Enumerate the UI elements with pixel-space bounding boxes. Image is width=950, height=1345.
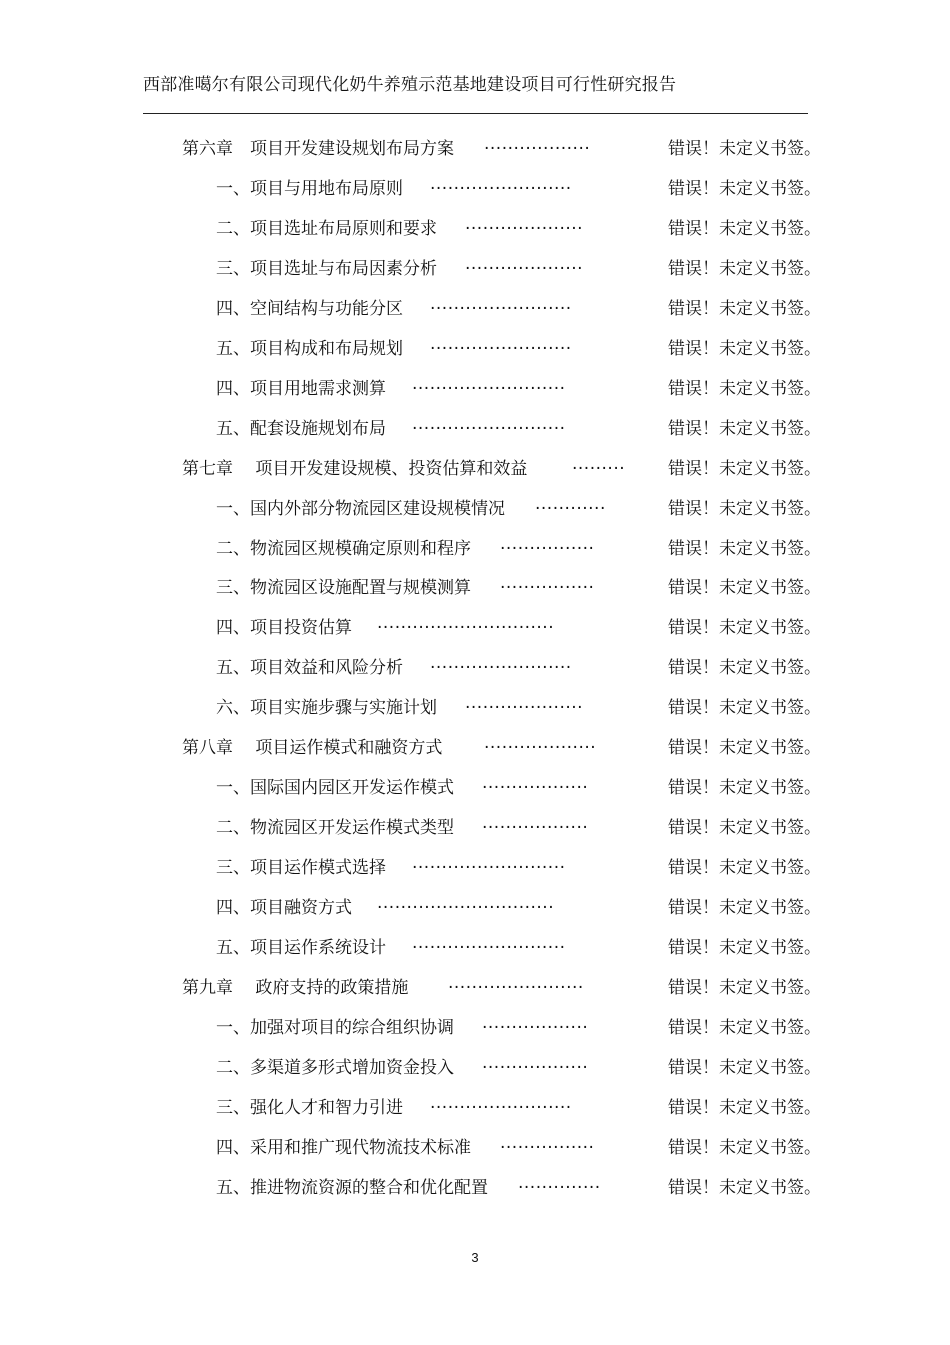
toc-entry-title: 四、项目融资方式 xyxy=(216,898,352,918)
toc-entry-title: 二、多渠道多形式增加资金投入 xyxy=(216,1058,454,1078)
toc-dot-leader: .............................. xyxy=(377,613,555,633)
toc-dot-leader: ................ xyxy=(500,534,595,554)
toc-entry-title: 三、项目运作模式选择 xyxy=(216,858,386,878)
toc-page-reference: 错误！未定义书签。 xyxy=(668,1018,821,1038)
toc-page-reference: 错误！未定义书签。 xyxy=(668,139,821,159)
toc-dot-leader: .................. xyxy=(482,1053,589,1073)
toc-dot-leader: ............ xyxy=(535,494,606,514)
toc-entry-title: 一、国际国内园区开发运作模式 xyxy=(216,778,454,798)
toc-entry-title: 一、国内外部分物流园区建设规模情况 xyxy=(216,499,505,519)
toc-section-entry[interactable] xyxy=(0,933,950,957)
toc-page-reference: 错误！未定义书签。 xyxy=(668,698,821,718)
toc-dot-leader: ................ xyxy=(500,573,595,593)
toc-page-reference: 错误！未定义书签。 xyxy=(668,299,821,319)
toc-page-reference: 错误！未定义书签。 xyxy=(668,379,821,399)
toc-section-entry[interactable] xyxy=(0,573,950,597)
toc-chapter-entry[interactable] xyxy=(0,454,950,478)
toc-section-entry[interactable] xyxy=(0,254,950,278)
toc-page-reference: 错误！未定义书签。 xyxy=(668,578,821,598)
toc-section-entry[interactable] xyxy=(0,693,950,717)
toc-dot-leader: .................. xyxy=(482,773,589,793)
toc-chapter-entry[interactable] xyxy=(0,134,950,158)
toc-entry-title: 四、项目投资估算 xyxy=(216,618,352,638)
toc-page-reference: 错误！未定义书签。 xyxy=(668,818,821,838)
toc-section-entry[interactable] xyxy=(0,813,950,837)
toc-section-entry[interactable] xyxy=(0,653,950,677)
toc-page-reference: 错误！未定义书签。 xyxy=(668,938,821,958)
toc-section-entry[interactable] xyxy=(0,1053,950,1077)
toc-dot-leader: .............................. xyxy=(377,893,555,913)
toc-section-entry[interactable] xyxy=(0,334,950,358)
toc-section-entry[interactable] xyxy=(0,414,950,438)
toc-entry-title: 四、空间结构与功能分区 xyxy=(216,299,403,319)
toc-dot-leader: ......... xyxy=(572,454,626,474)
toc-entry-title: 第七章 项目开发建设规模、投资估算和效益 xyxy=(182,459,528,479)
toc-page-reference: 错误！未定义书签。 xyxy=(668,1138,821,1158)
toc-page-reference: 错误！未定义书签。 xyxy=(668,259,821,279)
toc-entry-title: 四、采用和推广现代物流技术标准 xyxy=(216,1138,471,1158)
toc-dot-leader: ........................ xyxy=(430,1093,572,1113)
toc-page-reference: 错误！未定义书签。 xyxy=(668,978,821,998)
toc-entry-title: 五、项目运作系统设计 xyxy=(216,938,386,958)
toc-section-entry[interactable] xyxy=(0,494,950,518)
toc-section-entry[interactable] xyxy=(0,613,950,637)
toc-section-entry[interactable] xyxy=(0,174,950,198)
toc-entry-title: 五、推进物流资源的整合和优化配置 xyxy=(216,1178,488,1198)
page-number: 3 xyxy=(471,1250,479,1265)
toc-page-reference: 错误！未定义书签。 xyxy=(668,738,821,758)
toc-dot-leader: .................. xyxy=(482,1013,589,1033)
toc-dot-leader: .................. xyxy=(484,134,591,154)
toc-dot-leader: .................... xyxy=(465,214,584,234)
toc-dot-leader: .......................... xyxy=(412,933,566,953)
toc-page-reference: 错误！未定义书签。 xyxy=(668,459,821,479)
toc-dot-leader: ....................... xyxy=(448,973,584,993)
toc-entry-title: 三、强化人才和智力引进 xyxy=(216,1098,403,1118)
running-header: 西部准噶尔有限公司现代化奶牛养殖示范基地建设项目可行性研究报告 xyxy=(143,75,677,95)
toc-entry-title: 五、配套设施规划布局 xyxy=(216,419,386,439)
toc-page-reference: 错误！未定义书签。 xyxy=(668,1058,821,1078)
toc-entry-title: 四、项目用地需求测算 xyxy=(216,379,386,399)
toc-dot-leader: .................... xyxy=(465,254,584,274)
toc-dot-leader: .......................... xyxy=(412,374,566,394)
toc-section-entry[interactable] xyxy=(0,853,950,877)
toc-page-reference: 错误！未定义书签。 xyxy=(668,419,821,439)
toc-entry-title: 三、项目选址与布局因素分析 xyxy=(216,259,437,279)
toc-entry-title: 五、项目构成和布局规划 xyxy=(216,339,403,359)
toc-entry-title: 第九章 政府支持的政策措施 xyxy=(182,978,409,998)
toc-page-reference: 错误！未定义书签。 xyxy=(668,499,821,519)
toc-page-reference: 错误！未定义书签。 xyxy=(668,339,821,359)
toc-section-entry[interactable] xyxy=(0,214,950,238)
toc-entry-title: 第六章 项目开发建设规划布局方案 xyxy=(182,139,454,159)
toc-section-entry[interactable] xyxy=(0,773,950,797)
toc-section-entry[interactable] xyxy=(0,534,950,558)
toc-chapter-entry[interactable] xyxy=(0,733,950,757)
toc-page-reference: 错误！未定义书签。 xyxy=(668,539,821,559)
toc-page-reference: 错误！未定义书签。 xyxy=(668,1178,821,1198)
toc-dot-leader: ........................ xyxy=(430,653,572,673)
toc-page-reference: 错误！未定义书签。 xyxy=(668,1098,821,1118)
toc-section-entry[interactable] xyxy=(0,1133,950,1157)
toc-dot-leader: ........................ xyxy=(430,294,572,314)
toc-section-entry[interactable] xyxy=(0,893,950,917)
toc-entry-title: 二、项目选址布局原则和要求 xyxy=(216,219,437,239)
toc-entry-title: 一、加强对项目的综合组织协调 xyxy=(216,1018,454,1038)
toc-dot-leader: .................... xyxy=(465,693,584,713)
toc-section-entry[interactable] xyxy=(0,1173,950,1197)
toc-page-reference: 错误！未定义书签。 xyxy=(668,219,821,239)
toc-dot-leader: ................ xyxy=(500,1133,595,1153)
toc-dot-leader: .................. xyxy=(482,813,589,833)
toc-section-entry[interactable] xyxy=(0,294,950,318)
toc-entry-title: 一、项目与用地布局原则 xyxy=(216,179,403,199)
toc-page-reference: 错误！未定义书签。 xyxy=(668,858,821,878)
toc-dot-leader: .......................... xyxy=(412,853,566,873)
toc-section-entry[interactable] xyxy=(0,1093,950,1117)
toc-entry-title: 二、物流园区规模确定原则和程序 xyxy=(216,539,471,559)
toc-dot-leader: ................... xyxy=(484,733,597,753)
toc-page-reference: 错误！未定义书签。 xyxy=(668,898,821,918)
toc-page-reference: 错误！未定义书签。 xyxy=(668,179,821,199)
toc-page-reference: 错误！未定义书签。 xyxy=(668,778,821,798)
toc-dot-leader: ........................ xyxy=(430,334,572,354)
toc-entry-title: 六、项目实施步骤与实施计划 xyxy=(216,698,437,718)
toc-dot-leader: .......................... xyxy=(412,414,566,434)
toc-entry-title: 三、物流园区设施配置与规模测算 xyxy=(216,578,471,598)
toc-entry-title: 二、物流园区开发运作模式类型 xyxy=(216,818,454,838)
toc-section-entry[interactable] xyxy=(0,374,950,398)
toc-page-reference: 错误！未定义书签。 xyxy=(668,658,821,678)
toc-page-reference: 错误！未定义书签。 xyxy=(668,618,821,638)
toc-dot-leader: .............. xyxy=(518,1173,601,1193)
toc-entry-title: 第八章 项目运作模式和融资方式 xyxy=(182,738,443,758)
toc-chapter-entry[interactable] xyxy=(0,973,950,997)
toc-entry-title: 五、项目效益和风险分析 xyxy=(216,658,403,678)
toc-section-entry[interactable] xyxy=(0,1013,950,1037)
toc-dot-leader: ........................ xyxy=(430,174,572,194)
